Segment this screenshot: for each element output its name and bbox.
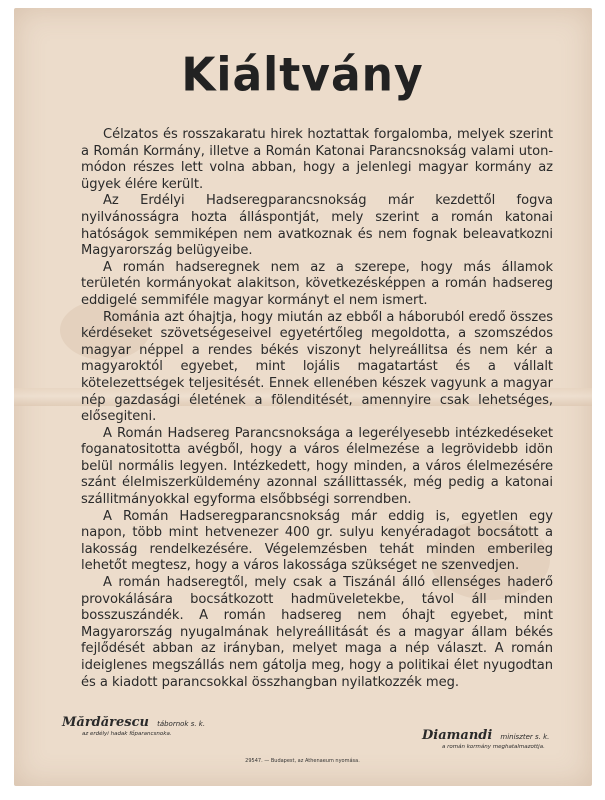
- signature-subtitle: az erdélyi hadak főparancsnoka.: [82, 731, 172, 737]
- signature-role: tábornok s. k.: [157, 720, 206, 728]
- poster-body: [81, 127, 553, 691]
- paragraph: Románia azt óhajtja, hogy miután az ebből a háboruból eredő összes kérdéseket szövetségeseivel egyetértőleg megoldotta, a szomszédos magyar néppel a rendes békés viszonyt helyreállitsa és nem kér a magyaroktól egyebet, mint lojális magatartást és a vállalt kötelezettségek teljesitését. Ennek ellenében készek vagyunk a magyar nép gazdasági életének a fölenditését, amennyire csak lehetséges, elősegiteni.: [81, 309, 553, 425]
- signature-name: Mărdărescu: [62, 715, 149, 730]
- paragraph: A román hadseregtől, mely csak a Tiszánál álló ellenséges haderő provokálására bocsátkozott hadmüveletekbe, távol áll minden bosszuszándék. A román hadsereg nem óhajt egyebet, mint Magyarország nyugalmának helyreállitását és a magyar állam békés fejlődését abban az irányban, melyet maga a nép választ. A román ideiglenes megszállás nem gátolja meg, hogy a politikai élet nyugodtan és a kiadott parancsokkal összhangban nyilatkozzék meg.: [81, 575, 553, 690]
- signature-role: miniszter s. k.: [500, 733, 550, 741]
- paragraph: Az Erdélyi Hadseregparancsnokság már kezdettől fogva nyilvánosságra hozta álláspontját, mely szerint a román katonai hatóságok semmiképen nem avatkoznak és nem fognak beleavatkozni Magyarország belügyeibe.: [81, 193, 553, 259]
- paragraph: A román hadseregnek nem az a szerepe, hogy más államok területén kormányokat alakitson, következésképpen a román hadsereg eddigelé semmiféle magyar kormányt el nem ismert.: [81, 259, 553, 308]
- poster-title: Kiáltvány: [181, 48, 424, 103]
- signature-name: Diamandi: [422, 728, 493, 743]
- signature-right: [422, 724, 592, 750]
- paragraph: A Román Hadseregparancsnokság már eddig is, egyetlen egy napon, több mint hetvenezer 400 gr. sulyu kenyéradagot bocsátott a lakosság rendelkezésére. Végelemzésben tehát minden emberileg lehetőt megtesz, hogy a város lakossága szükséget ne szenvedjen.: [81, 508, 553, 574]
- printer-line: 29547. — Budapest, az Athenaeum nyomása.: [245, 758, 360, 764]
- paragraph: Célzatos és rosszakaratu hirek hoztattak forgalomba, melyek szerint a Román Kormány, illetve a Román Katonai Parancsnokság valami uton-módon részes lett volna abban, hogy a jelenlegi magyar kormány az ügyek élére került.: [81, 127, 553, 192]
- paragraph: A Román Hadsereg Parancsnoksága a legerélyesebb intézkedéseket foganatositotta avégből, hogy a város élelmezése a legrövidebb idön belül normális legyen. Intézkedett, hogy minden, a város élelmezésére szánt élelmiszerküldemény azonnal szállittassék, még pedig a katonai szállitmányokkal egyforma elsőbbségi sorrendben.: [81, 425, 553, 508]
- signature-subtitle: a román kormány meghatalmazottja.: [442, 744, 545, 750]
- signature-left: [62, 711, 282, 737]
